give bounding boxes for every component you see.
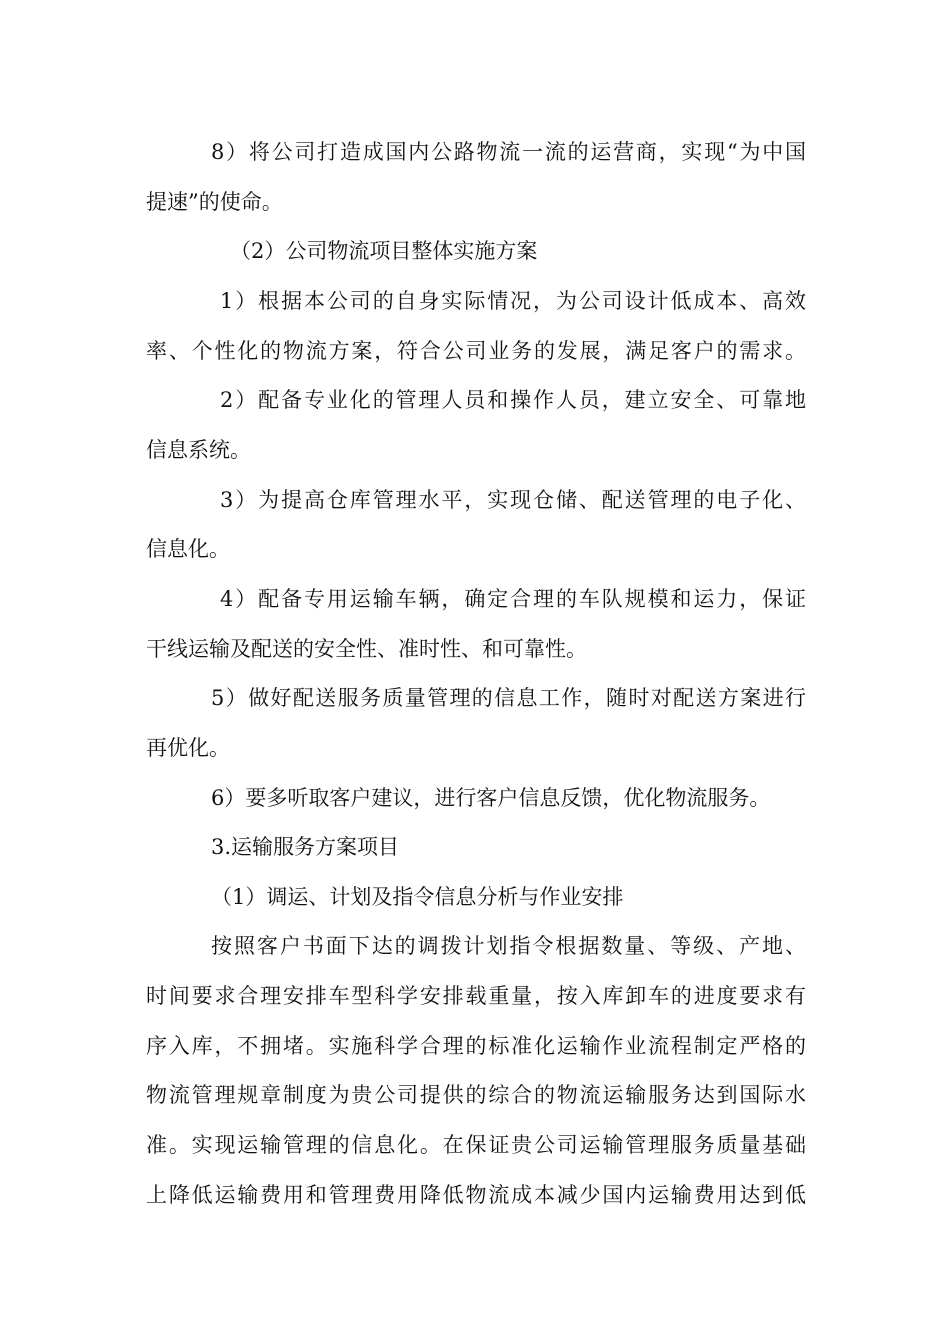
paragraph-line: 6）要多听取客户建议，进行客户信息反馈，优化物流服务。	[211, 786, 771, 810]
paragraph-line: 再优化。	[146, 736, 230, 760]
paragraph-line: 信息化。	[146, 537, 230, 561]
paragraph-line: 4）配备专用运输车辆，确定合理的车队规模和运力，保证	[220, 587, 806, 611]
paragraph-line: 8）将公司打造成国内公路物流一流的运营商，实现“为中国	[211, 140, 806, 164]
paragraph-line: 3）为提高仓库管理水平，实现仓储、配送管理的电子化、	[220, 488, 806, 512]
subsection-heading: （1）调运、计划及指令信息分析与作业安排	[211, 885, 624, 909]
paragraph-line: 干线运输及配送的安全性、准时性、和可靠性。	[146, 637, 587, 661]
paragraph-line: 时间要求合理安排车型科学安排载重量，按入库卸车的进度要求有	[146, 984, 806, 1008]
paragraph-line: 按照客户书面下达的调拨计划指令根据数量、等级、产地、	[211, 934, 806, 958]
paragraph-line: 率、个性化的物流方案，符合公司业务的发展，满足客户的需求。	[146, 339, 806, 363]
paragraph-line: 5）做好配送服务质量管理的信息工作，随时对配送方案进行	[211, 686, 806, 710]
paragraph-line: 序入库，不拥堵。实施科学合理的标准化运输作业流程制定严格的	[146, 1034, 806, 1058]
paragraph-line: 1）根据本公司的自身实际情况，为公司设计低成本、高效	[220, 289, 806, 313]
paragraph-line: 2）配备专业化的管理人员和操作人员，建立安全、可靠地	[220, 388, 806, 412]
paragraph-line: 物流管理规章制度为贵公司提供的综合的物流运输服务达到国际水	[146, 1083, 806, 1107]
section-heading: （2）公司物流项目整体实施方案	[230, 239, 538, 263]
paragraph-line: 准。实现运输管理的信息化。在保证贵公司运输管理服务质量基础	[146, 1133, 806, 1157]
paragraph-line: 信息系统。	[146, 438, 251, 462]
paragraph-line: 提速”的使命。	[146, 190, 283, 214]
section-heading: 3.运输服务方案项目	[211, 835, 400, 859]
paragraph-line: 上降低运输费用和管理费用降低物流成本减少国内运输费用达到低	[146, 1183, 806, 1207]
